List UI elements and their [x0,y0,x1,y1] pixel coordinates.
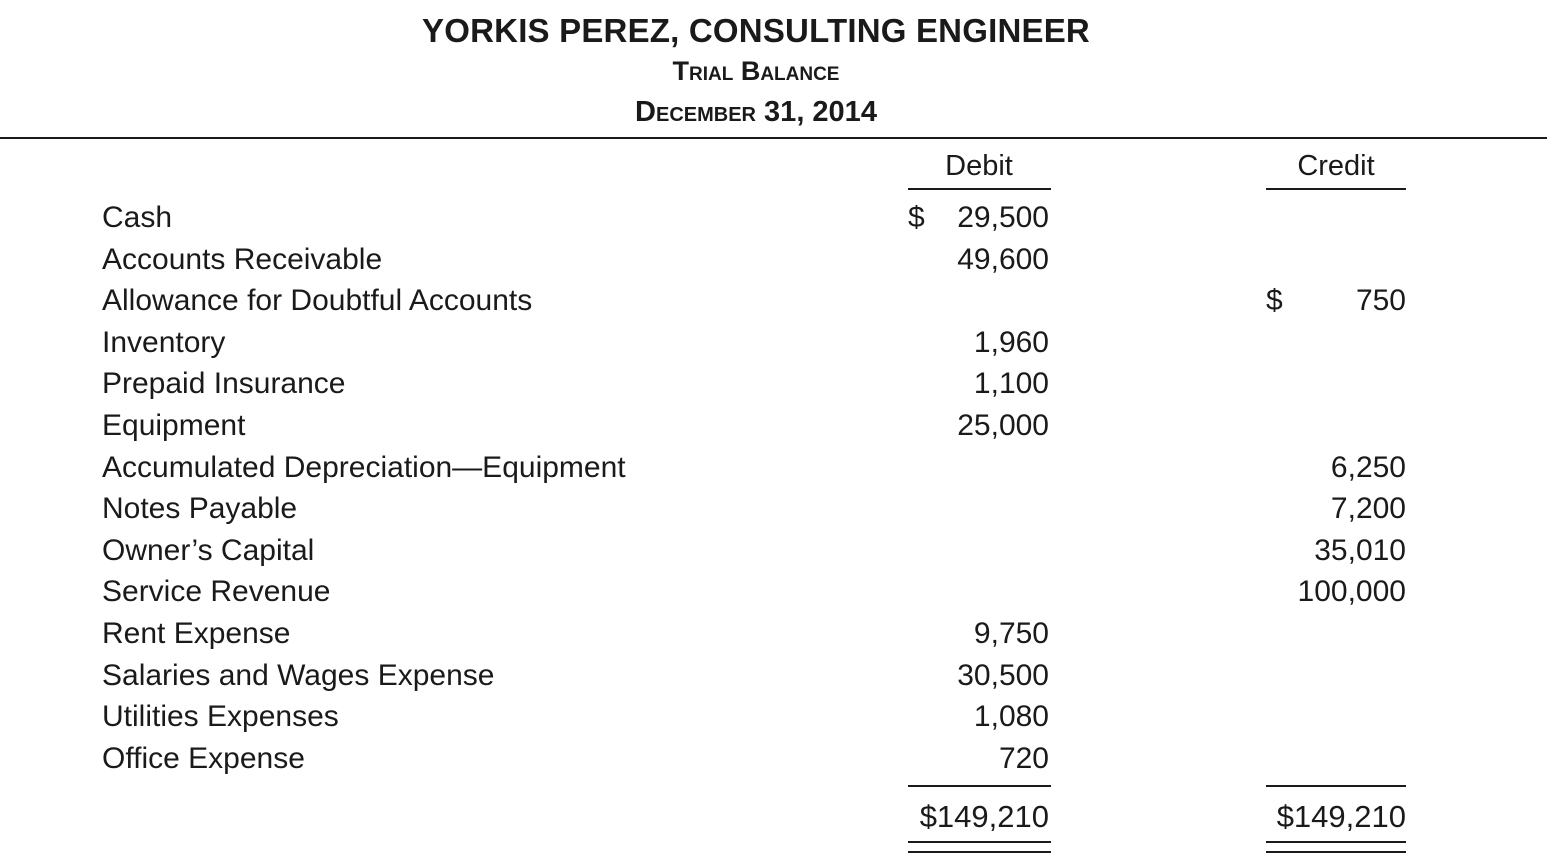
credit-amount [1266,284,1406,318]
account-name: Cash [102,201,173,234]
credit-total-double-rule-bottom [1266,851,1406,853]
credit-value: 7,200 [1330,492,1406,526]
debit-total-double-rule-bottom [908,851,1051,853]
debit-currency-symbol: $ [908,201,925,234]
account-row [0,617,1547,659]
account-name: Allowance for Doubtful Accounts [102,284,533,318]
credit-value: 100,000 [1297,575,1406,609]
credit-amount [1266,492,1406,526]
account-row [0,492,1547,534]
debit-amount [908,742,1049,776]
account-name: Notes Payable [102,492,298,526]
credit-currency-symbol: $ [1266,284,1283,318]
debit-amount [908,409,1049,443]
debit-header-underline [908,188,1051,190]
credit-value: 6,250 [1330,450,1406,484]
debit-value: 9,750 [973,616,1049,650]
debit-subtotal-rule [908,785,1051,787]
credit-column-header: Credit [1297,150,1375,182]
credit-subtotal-rule [1266,785,1406,787]
debit-amount [908,700,1049,734]
account-row [0,534,1547,576]
credit-amount [1266,575,1406,609]
account-name: Utilities Expenses [102,700,339,734]
credit-header-underline [1266,188,1406,190]
debit-value: 1,100 [973,367,1049,401]
account-row [0,409,1547,451]
credit-amount [1266,534,1406,568]
account-name: Accounts Receivable [102,242,383,276]
debit-amount [908,659,1049,693]
account-name: Prepaid Insurance [102,367,346,401]
debit-amount [908,243,1049,277]
account-name: Rent Expense [102,616,291,650]
credit-amount [1266,451,1406,485]
header-rule [0,137,1547,139]
company-name: YORKIS PEREZ, CONSULTING ENGINEER [422,12,1090,49]
debit-amount [908,326,1049,360]
debit-amount [908,617,1049,651]
debit-value: 1,960 [973,325,1049,359]
debit-value: 49,600 [957,242,1049,276]
debit-value: 1,080 [973,700,1049,734]
credit-total-double-rule-top [1266,841,1406,843]
account-row [0,243,1547,285]
account-row [0,700,1547,742]
account-row [0,659,1547,701]
debit-total: $149,210 [919,799,1049,834]
account-name: Equipment [102,408,246,442]
debit-column-header: Debit [945,150,1013,182]
debit-value: 30,500 [957,658,1049,692]
debit-value: 29,500 [957,201,1049,234]
account-name: Office Expense [102,741,305,775]
debit-amount [908,201,1049,235]
account-row [0,284,1547,326]
report-date: December 31, 2014 [635,96,877,128]
credit-total: $149,210 [1276,799,1406,834]
account-row [0,367,1547,409]
account-name: Service Revenue [102,575,331,609]
account-row [0,451,1547,493]
account-name: Owner’s Capital [102,533,315,567]
credit-value: 750 [1355,284,1406,318]
report-title: Trial Balance [672,56,840,86]
account-row [0,742,1547,784]
account-name: Inventory [102,325,226,359]
debit-total-double-rule-top [908,841,1051,843]
debit-value: 25,000 [957,408,1049,442]
account-row [0,326,1547,368]
debit-amount [908,367,1049,401]
account-list [0,201,1547,783]
account-name: Salaries and Wages Expense [102,658,495,692]
credit-value: 35,010 [1314,533,1406,567]
account-name: Accumulated Depreciation—Equipment [102,450,626,484]
account-row [0,201,1547,243]
debit-value: 720 [998,741,1049,775]
account-row [0,575,1547,617]
